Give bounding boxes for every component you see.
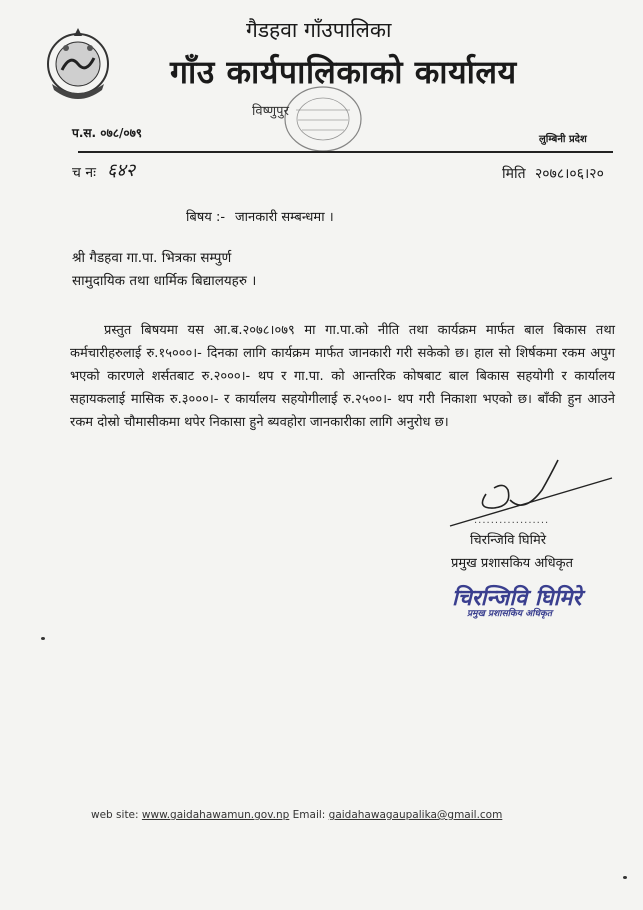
email-link[interactable]: gaidahawagaupalika@gmail.com [328, 809, 503, 821]
chalani-label: च नः [72, 165, 96, 181]
addressee-line-2: सामुदायिक तथा धार्मिक बिद्यालयहरु । [72, 273, 257, 289]
chalani-number: ६४२ [107, 160, 136, 181]
date-label: मिति [502, 166, 526, 182]
scan-speck [623, 876, 627, 879]
subject-label: बिषय :- [186, 210, 226, 225]
seal-name-stamp: चिरन्जिवि घिमिरे [452, 586, 582, 611]
subject-text: जानकारी सम्बन्धमा । [235, 210, 334, 225]
signatory-title: प्रमुख प्रशासकिय अधिकृत [451, 556, 574, 571]
scan-speck [41, 637, 45, 640]
municipality-name: गैडहवा गाँउपालिका [246, 18, 392, 42]
website-label: web site: [91, 809, 139, 821]
office-address: विष्णुपुर [252, 104, 289, 119]
date-value: २०७८।०६।२० [535, 166, 604, 182]
province-name: लुम्बिनी प्रदेश [539, 134, 587, 145]
signatory-name: चिरन्जिवि घिमिरे [470, 533, 547, 548]
header-divider [78, 151, 613, 153]
footer-contact [91, 809, 502, 821]
email-label: Email: [292, 809, 326, 821]
addressee-line-1: श्री गैडहवा गा.पा. भित्रका सम्पुर्ण [72, 250, 232, 266]
seal-title-stamp: प्रमुख प्रशासकिय अधिकृत [467, 609, 553, 619]
ps-number: प.स. ०७८/०७९ [72, 126, 143, 140]
signature-line: .................. [474, 515, 550, 526]
office-stamp-icon [276, 80, 370, 158]
office-name: गाँउ कार्यपालिकाको कार्यालय [170, 53, 517, 91]
website-link[interactable]: www.gaidahawamun.gov.np [141, 809, 290, 821]
nepal-emblem-icon [44, 24, 112, 110]
body-paragraph: प्रस्तुत बिषयमा यस आ.ब.२०७८।०७९ मा गा.पा.को नीति तथा कार्यक्रम मार्फत बाल बिकास तथा कर्मचारीहरुलाई रु.१५०००।- दिनका लागि कार्यक्रम मार्फत जानकारी गरी सकेको छ। हाल सो शिर्षकमा रकम अपुग भएको कारणले शर्सतबाट रु.२०००।- थप र गा.पा. को आन्तरिक कोषबाट बाल बिकास सहयोगी र कार्यालय सहायकलाई मासिक रु.३०००।- र कार्यालय सहयोगीलाई रु.२५००।- थप गरी निकाशा भएको छ। बाँकी हुन आउने रकम दोस्रो चौमासीकमा थपेर निकासा हुने ब्यवहोरा जानकारीका लागि अनुरोध छ। [70, 323, 615, 430]
